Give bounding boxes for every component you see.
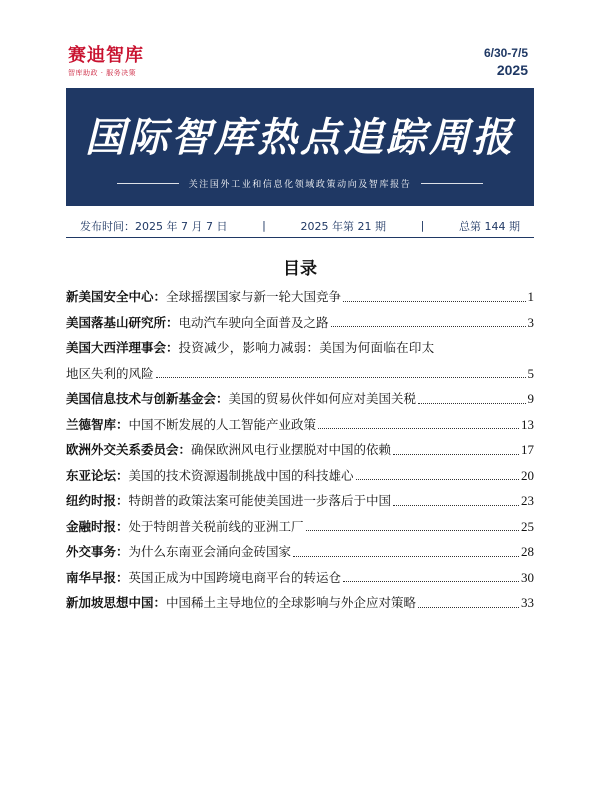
- toc-org: 欧洲外交关系委员会：: [66, 442, 192, 457]
- title-banner: [66, 88, 534, 206]
- toc-page: 23: [521, 493, 534, 508]
- table-of-contents: [66, 284, 534, 616]
- toc-leader: [343, 581, 519, 582]
- toc-org: 外交事务：: [66, 544, 129, 559]
- toc-entry-title: 中国稀土主导地位的全球影响与外企应对策略: [166, 595, 417, 610]
- toc-item[interactable]: [66, 412, 534, 438]
- toc-item[interactable]: [66, 590, 534, 616]
- issue-info-bar: [66, 214, 534, 238]
- logo-tagline: 智库助政 · 服务决策: [68, 69, 137, 77]
- toc-item[interactable]: [66, 386, 534, 412]
- toc-page: 20: [521, 467, 534, 483]
- toc-item[interactable]: [66, 463, 534, 489]
- toc-org: 南华早报：: [66, 569, 129, 585]
- toc-item[interactable]: [66, 284, 534, 310]
- toc-item[interactable]: [66, 539, 534, 565]
- toc-page: 3: [527, 314, 534, 330]
- toc-org: 纽约时报：: [66, 493, 129, 508]
- toc-leader: [418, 403, 525, 404]
- toc-page: 33: [521, 595, 534, 610]
- toc-entry-title: 美国的贸易伙伴如何应对美国关税: [228, 391, 417, 406]
- toc-page: 25: [521, 518, 534, 534]
- date-range: [484, 46, 528, 78]
- week-range: 6/30-7/5: [483, 46, 528, 60]
- toc-entry-title: 为什么东南亚会涌向金砖国家: [128, 544, 292, 559]
- toc-entry-title: 特朗普的政策法案可能使美国进一步落后于中国: [128, 493, 392, 508]
- toc-org: 美国信息技术与创新基金会：: [66, 391, 229, 406]
- separator: |: [262, 219, 266, 232]
- toc-org: 新加坡思想中国：: [66, 595, 167, 610]
- toc-page: 30: [521, 569, 534, 585]
- logo: [68, 46, 144, 78]
- toc-item[interactable]: [66, 565, 534, 591]
- toc-org: 东亚论坛：: [66, 467, 129, 483]
- toc-item[interactable]: [66, 514, 534, 540]
- toc-leader: [318, 428, 519, 429]
- logo-name: 赛迪智库: [68, 45, 144, 66]
- report-title: 国际智库热点追踪周报: [85, 114, 515, 161]
- toc-page: 28: [521, 544, 534, 559]
- toc-entry-title: 全球摇摆国家与新一轮大国竞争: [166, 289, 342, 304]
- divider-left: [117, 183, 179, 184]
- banner-subtitle-row: [66, 176, 534, 190]
- toc-org: 金融时报：: [66, 518, 129, 534]
- issue-number: 2025 年第 21 期: [300, 219, 386, 233]
- toc-page: 1: [527, 289, 534, 304]
- toc-item[interactable]: [66, 488, 534, 514]
- toc-leader: [343, 301, 525, 302]
- toc-leader: [418, 607, 519, 608]
- toc-item[interactable]: [66, 437, 534, 463]
- toc-page: 9: [527, 391, 534, 406]
- total-issue: 总第 144 期: [458, 219, 520, 233]
- toc-title: 目录: [283, 259, 317, 279]
- toc-leader: [331, 326, 526, 327]
- publish-date: 发布时间：2025 年 7 月 7 日: [80, 219, 228, 233]
- toc-entry-title: 英国正成为中国跨境电商平台的转运仓: [128, 569, 342, 585]
- toc-entry-title: 确保欧洲风电行业摆脱对中国的依赖: [191, 442, 392, 457]
- separator: |: [420, 219, 425, 232]
- toc-entry-title: 中国不断发展的人工智能产业政策: [128, 416, 317, 432]
- toc-item[interactable]: [66, 335, 534, 361]
- toc-item-continuation[interactable]: [66, 361, 534, 387]
- toc-leader: [393, 505, 519, 506]
- toc-entry-title: 处于特朗普关税前线的亚洲工厂: [128, 518, 304, 534]
- year: 2025: [496, 62, 528, 78]
- toc-page: 13: [521, 416, 534, 432]
- toc-entry-title: 投资减少，影响力减弱：美国为何面临在印太: [178, 340, 435, 355]
- divider-right: [421, 183, 483, 184]
- toc-leader: [356, 479, 519, 480]
- toc-org: 美国大西洋理事会：: [66, 340, 179, 355]
- toc-leader: [306, 530, 519, 531]
- toc-page: 5: [527, 365, 534, 381]
- toc-leader: [393, 454, 519, 455]
- toc-entry-title: 电动汽车驶向全面普及之路: [178, 314, 329, 330]
- toc-entry-title: 美国的技术资源遏制挑战中国的科技雄心: [128, 467, 354, 483]
- banner-subtitle: 关注国外工业和信息化领域政策动向及智库报告: [188, 179, 412, 190]
- toc-item[interactable]: [66, 310, 534, 336]
- toc-org: 美国落基山研究所：: [66, 314, 179, 330]
- toc-leader: [156, 377, 526, 378]
- toc-org: 兰德智库：: [66, 416, 129, 432]
- toc-org: 新美国安全中心：: [66, 289, 167, 304]
- toc-entry-title-cont: 地区失利的风险: [66, 365, 154, 381]
- toc-page: 17: [521, 442, 534, 457]
- toc-leader: [293, 556, 519, 557]
